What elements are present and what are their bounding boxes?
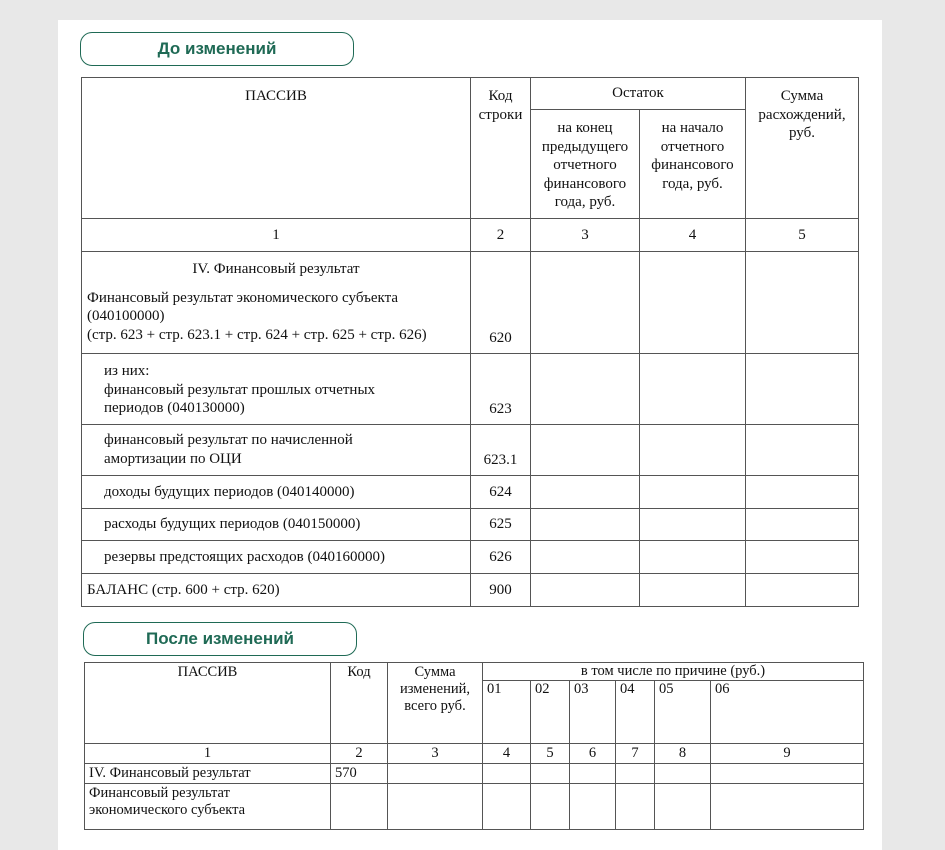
row-label bbox=[82, 252, 471, 354]
column-number: 4 bbox=[640, 219, 746, 252]
value-cell bbox=[640, 541, 746, 574]
reason-code: 03 bbox=[570, 681, 616, 744]
value-cell bbox=[616, 784, 655, 830]
table-row bbox=[82, 574, 859, 607]
column-number: 5 bbox=[531, 744, 570, 764]
reason-code: 04 bbox=[616, 681, 655, 744]
value-cell bbox=[746, 354, 859, 425]
value-cell bbox=[746, 425, 859, 476]
column-number: 2 bbox=[471, 219, 531, 252]
row-code: 625 bbox=[471, 509, 531, 541]
value-cell bbox=[746, 509, 859, 541]
header-balance: Остаток bbox=[531, 78, 746, 110]
value-cell bbox=[711, 764, 864, 784]
value-cell bbox=[655, 764, 711, 784]
header-row-code: Код строки bbox=[471, 78, 531, 219]
table-row bbox=[82, 509, 859, 541]
label-line: Финансовый результат экономического субъекта bbox=[87, 289, 398, 306]
value-cell bbox=[570, 784, 616, 830]
value-cell bbox=[746, 252, 859, 354]
value-cell bbox=[640, 476, 746, 509]
value-cell bbox=[388, 784, 483, 830]
row-label: Финансовый результат экономического субъекта bbox=[85, 784, 331, 830]
column-number: 7 bbox=[616, 744, 655, 764]
label-line: финансовый результат по начисленной bbox=[104, 432, 353, 448]
reason-code: 05 bbox=[655, 681, 711, 744]
value-cell bbox=[616, 764, 655, 784]
table-row bbox=[82, 476, 859, 509]
before-changes-tag: До изменений bbox=[80, 32, 354, 66]
before-balance-table bbox=[81, 77, 859, 607]
header-discrepancy-sum: Сумма расхождений, руб. bbox=[746, 78, 859, 219]
column-number: 9 bbox=[711, 744, 864, 764]
value-cell bbox=[640, 574, 746, 607]
row-label: IV. Финансовый результат bbox=[85, 764, 331, 784]
row-code: 624 bbox=[471, 476, 531, 509]
table-row bbox=[85, 784, 864, 830]
value-cell bbox=[655, 784, 711, 830]
row-code: 623 bbox=[471, 354, 531, 425]
value-cell bbox=[531, 509, 640, 541]
value-cell bbox=[640, 509, 746, 541]
column-number: 1 bbox=[85, 744, 331, 764]
value-cell bbox=[483, 764, 531, 784]
after-balance-table bbox=[84, 662, 864, 830]
reason-code: 01 bbox=[483, 681, 531, 744]
column-number: 6 bbox=[570, 744, 616, 764]
label-line: из них: bbox=[104, 363, 150, 379]
reason-code: 06 bbox=[711, 681, 864, 744]
value-cell bbox=[483, 784, 531, 830]
section-title: IV. Финансовый результат bbox=[192, 261, 360, 277]
row-code bbox=[331, 784, 388, 830]
value-cell bbox=[531, 784, 570, 830]
header-change-sum: Сумма изменений, всего руб. bbox=[388, 663, 483, 744]
row-code: 620 bbox=[471, 252, 531, 354]
table-row bbox=[82, 425, 859, 476]
value-cell bbox=[570, 764, 616, 784]
value-cell bbox=[531, 574, 640, 607]
header-passiv: ПАССИВ bbox=[82, 78, 471, 219]
column-number: 5 bbox=[746, 219, 859, 252]
label-line: амортизации по ОЦИ bbox=[104, 450, 242, 467]
header-code: Код bbox=[331, 663, 388, 744]
label-line: периодов (040130000) bbox=[104, 400, 245, 416]
row-label: доходы будущих периодов (040140000) bbox=[82, 476, 471, 509]
table-row bbox=[82, 354, 859, 425]
value-cell bbox=[746, 541, 859, 574]
header-passiv: ПАССИВ bbox=[85, 663, 331, 744]
row-label bbox=[82, 425, 471, 476]
value-cell bbox=[711, 784, 864, 830]
label-line: (040100000) bbox=[87, 308, 165, 324]
value-cell bbox=[531, 764, 570, 784]
column-number: 2 bbox=[331, 744, 388, 764]
header-end-prev-year: на конец предыдущего отчетного финансового года, руб. bbox=[531, 110, 640, 219]
value-cell bbox=[531, 354, 640, 425]
value-cell bbox=[531, 252, 640, 354]
column-number: 3 bbox=[388, 744, 483, 764]
row-code: 626 bbox=[471, 541, 531, 574]
table-row bbox=[82, 252, 859, 354]
label-line: финансовый результат прошлых отчетных bbox=[104, 381, 376, 398]
value-cell bbox=[640, 354, 746, 425]
column-number: 4 bbox=[483, 744, 531, 764]
row-label: резервы предстоящих расходов (040160000) bbox=[82, 541, 471, 574]
value-cell bbox=[531, 476, 640, 509]
reason-code: 02 bbox=[531, 681, 570, 744]
table-row bbox=[85, 764, 864, 784]
value-cell bbox=[640, 252, 746, 354]
row-label bbox=[82, 354, 471, 425]
header-reasons: в том числе по причине (руб.) bbox=[483, 663, 864, 681]
value-cell bbox=[746, 574, 859, 607]
value-cell bbox=[531, 425, 640, 476]
row-code: 900 bbox=[471, 574, 531, 607]
value-cell bbox=[388, 764, 483, 784]
value-cell bbox=[640, 425, 746, 476]
column-number: 8 bbox=[655, 744, 711, 764]
table-row bbox=[82, 541, 859, 574]
after-changes-tag: После изменений bbox=[83, 622, 357, 656]
column-number: 3 bbox=[531, 219, 640, 252]
label-line: (стр. 623 + стр. 623.1 + стр. 624 + стр. 625 + стр. 626) bbox=[87, 326, 427, 343]
row-code: 570 bbox=[331, 764, 388, 784]
value-cell bbox=[746, 476, 859, 509]
header-start-report-year: на начало отчетного финансового года, руб. bbox=[640, 110, 746, 219]
row-label: БАЛАНС (стр. 600 + стр. 620) bbox=[82, 574, 471, 607]
row-label: расходы будущих периодов (040150000) bbox=[82, 509, 471, 541]
value-cell bbox=[531, 541, 640, 574]
column-number: 1 bbox=[82, 219, 471, 252]
row-code: 623.1 bbox=[471, 425, 531, 476]
